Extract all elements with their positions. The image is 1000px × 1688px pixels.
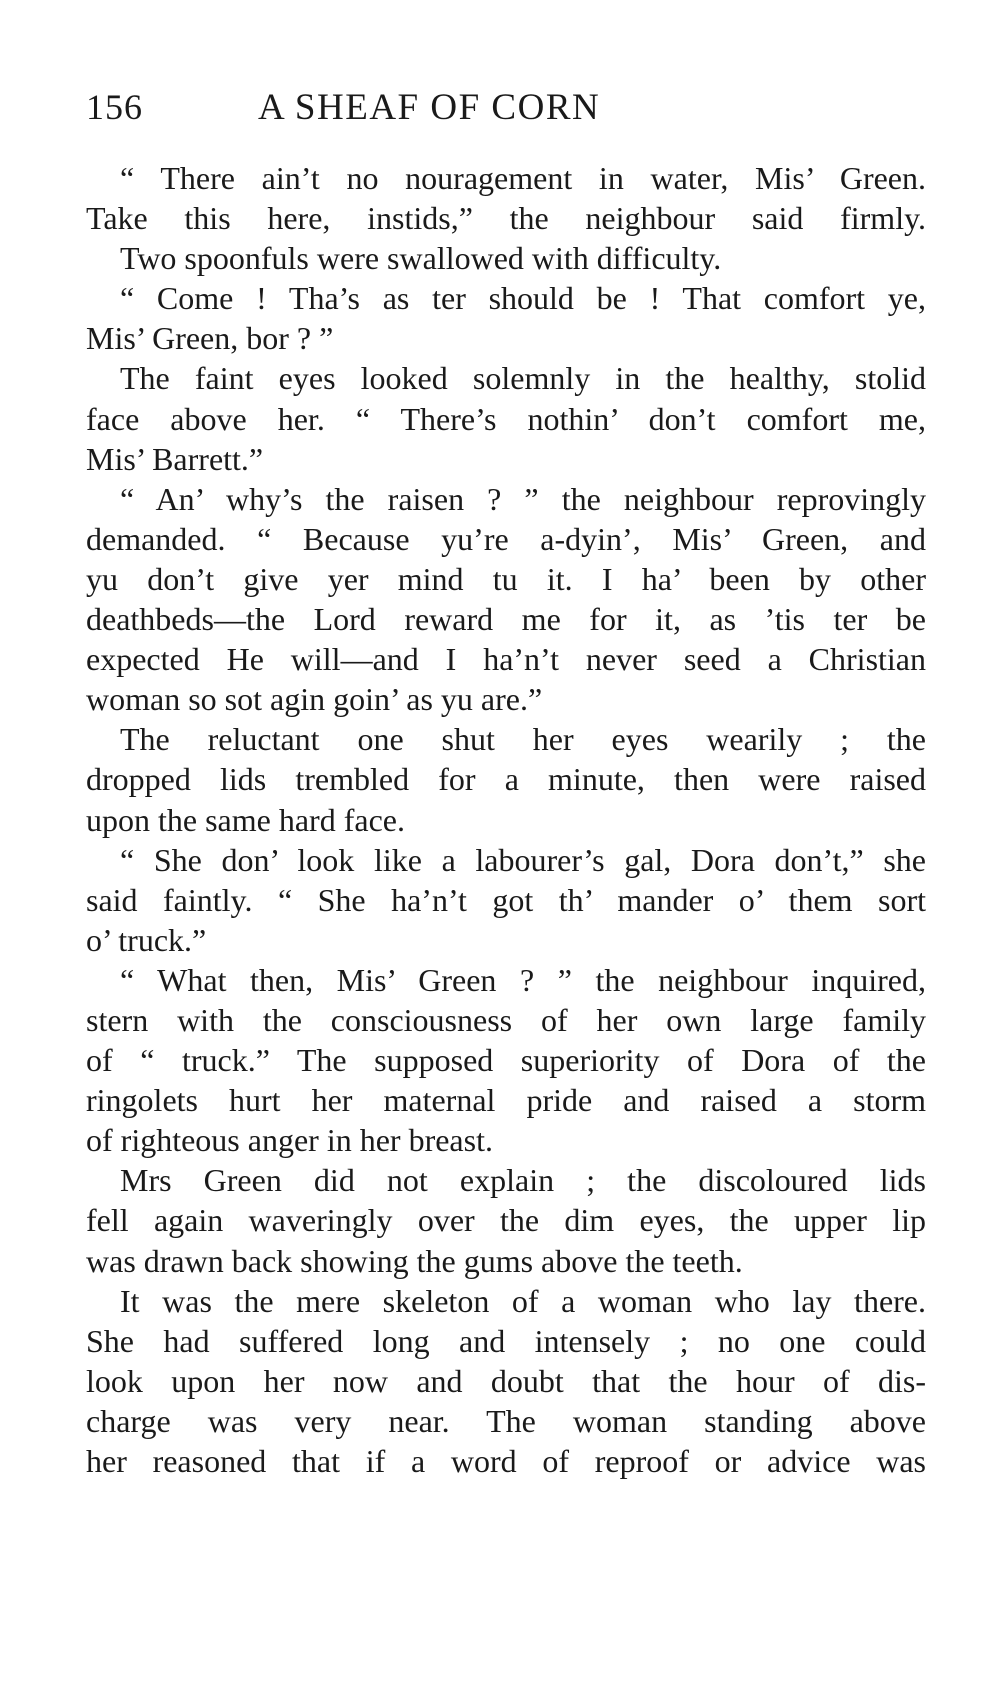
text-line: “ An’ why’s the raisen ? ” the neighbour reprovingly (120, 480, 926, 517)
text-line: charge was very near. The woman standing above (86, 1402, 926, 1439)
text-line: deathbeds—the Lord reward me for it, as ’tis ter be (86, 601, 926, 638)
text-line: of “ truck.” The supposed superiority of Dora of the (86, 1042, 926, 1079)
text-line: her reasoned that if a word of reproof or advice was (86, 1443, 926, 1479)
text-line: yu don’t give yer mind tu it. I ha’ been by other (86, 560, 926, 597)
text-line: Mis’ Barrett.” (86, 440, 264, 477)
text-line: demanded. “ Because yu’re a-dyin’, Mis’ Green, and (86, 520, 926, 557)
text-line: stern with the consciousness of her own large family (86, 1001, 926, 1038)
text-line: was drawn back showing the gums above the teeth. (86, 1242, 743, 1279)
text-line: said faintly. “ She ha’n’t got th’ mander o’ them sort (86, 881, 926, 918)
text-line: “ She don’ look like a labourer’s gal, Dora don’t,” she (120, 841, 926, 878)
text-line: fell again waveringly over the dim eyes, the upper lip (86, 1202, 926, 1239)
text-line: She had suffered long and intensely ; no one could (86, 1322, 926, 1359)
running-head (86, 86, 926, 146)
book-title: A SHEAF OF CORN (258, 87, 601, 128)
text-line: look upon her now and doubt that the hour of dis- (86, 1362, 926, 1399)
text-line: The reluctant one shut her eyes wearily ; the (120, 721, 926, 758)
text-line: expected He will—and I ha’n’t never seed a Christian (86, 641, 926, 678)
text-line: ringolets hurt her maternal pride and raised a storm (86, 1082, 926, 1119)
text-line: dropped lids trembled for a minute, then were raised (86, 761, 926, 798)
text-line: “ What then, Mis’ Green ? ” the neighbour inquired, (120, 961, 926, 998)
text-line: “ Come ! Tha’s as ter should be ! That comfort ye, (120, 280, 926, 317)
text-line: It was the mere skeleton of a woman who lay there. (120, 1282, 926, 1319)
text-line: face above her. “ There’s nothin’ don’t comfort me, (86, 400, 926, 437)
text-line: upon the same hard face. (86, 801, 405, 838)
text-line: Two spoonfuls were swallowed with difficulty. (120, 240, 722, 277)
page-number: 156 (86, 87, 143, 127)
text-line: The faint eyes looked solemnly in the healthy, stolid (120, 360, 926, 397)
text-line: Mis’ Green, bor ? ” (86, 320, 334, 357)
text-line: Take this here, instids,” the neighbour said firmly. (86, 200, 926, 237)
text-line: “ There ain’t no nouragement in water, Mis’ Green. (120, 160, 926, 196)
body-text (86, 158, 926, 1481)
text-line: o’ truck.” (86, 921, 207, 958)
text-line: woman so sot agin goin’ as yu are.” (86, 681, 543, 718)
text-line: of righteous anger in her breast. (86, 1122, 493, 1159)
text-line: Mrs Green did not explain ; the discoloured lids (120, 1162, 926, 1199)
